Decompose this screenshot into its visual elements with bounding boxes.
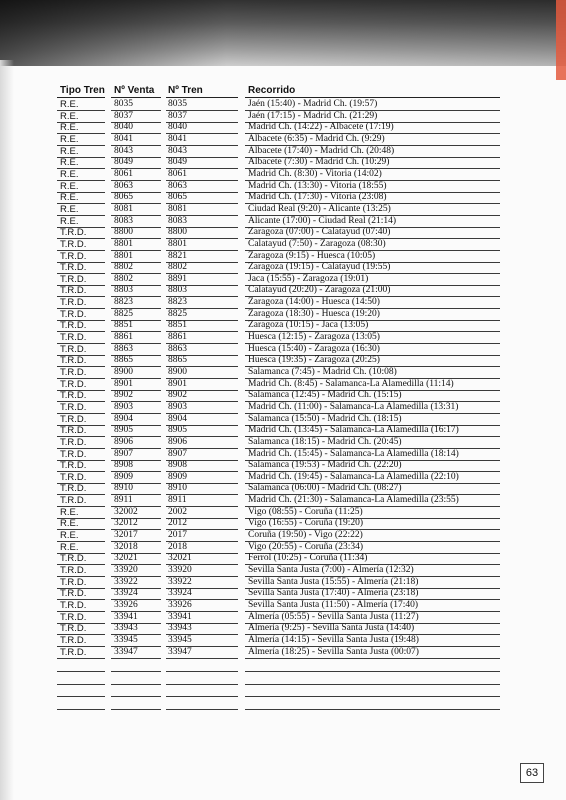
- table-row: [0, 472, 566, 484]
- recorrido-cell: Salamanca (7:45) - Madrid Ch. (10:08): [248, 366, 397, 377]
- table-row: [0, 588, 566, 600]
- recorrido-cell: Madrid Ch. (8:30) - Vitoria (14:02): [248, 168, 382, 179]
- numero-venta-cell: 33947: [114, 646, 138, 657]
- numero-tren-cell: 8823: [168, 297, 187, 308]
- tipo-tren-cell: T.R.D.: [60, 623, 87, 635]
- tipo-tren-cell: T.R.D.: [60, 413, 87, 425]
- numero-tren-cell: 33947: [168, 646, 192, 657]
- table-row: [0, 647, 566, 659]
- table-row: [0, 635, 566, 647]
- recorrido-cell: Madrid Ch. (14:22) - Albacete (17:19): [248, 122, 394, 133]
- tipo-tren-cell: R.E.: [60, 541, 79, 553]
- table-row: [0, 251, 566, 263]
- tipo-tren-cell: R.E.: [60, 215, 79, 227]
- numero-tren-cell: 8825: [168, 308, 187, 319]
- tipo-tren-cell: R.E.: [60, 506, 79, 518]
- numero-venta-cell: 32017: [114, 530, 138, 540]
- row-underline: [166, 658, 238, 659]
- tipo-tren-cell: T.R.D.: [60, 634, 87, 646]
- numero-venta-cell: 33922: [114, 576, 138, 587]
- numero-venta-cell: 8040: [114, 122, 133, 133]
- numero-tren-cell: 8909: [168, 471, 187, 482]
- recorrido-cell: Madrid Ch. (19:45) - Salamanca-La Alamedilla (22:10): [248, 471, 459, 482]
- tipo-tren-cell: T.R.D.: [60, 611, 87, 623]
- recorrido-cell: Jaca (15:55) - Zaragoza (19:01): [248, 273, 369, 284]
- numero-tren-cell: 8911: [168, 495, 187, 506]
- table-row: [0, 577, 566, 589]
- recorrido-cell: Coruña (19:50) - Vigo (22:22): [248, 530, 363, 540]
- numero-tren-cell: 8800: [168, 227, 187, 238]
- numero-tren-cell: 8865: [168, 355, 187, 366]
- recorrido-cell: Vigo (20:55) - Coruña (23:34): [248, 541, 363, 552]
- table-row: [0, 518, 566, 530]
- recorrido-cell: Salamanca (06:00) - Madrid Ch. (08:27): [248, 483, 402, 494]
- table-row: [0, 309, 566, 321]
- numero-tren-cell: 33926: [168, 600, 192, 610]
- table-row: [0, 320, 566, 332]
- tipo-tren-cell: T.R.D.: [60, 285, 87, 297]
- numero-tren-cell: 8861: [168, 332, 187, 342]
- numero-tren-cell: 8851: [168, 320, 187, 331]
- numero-venta-cell: 8906: [114, 436, 133, 447]
- numero-tren-cell: 8802: [168, 262, 187, 273]
- numero-tren-cell: 8065: [168, 192, 187, 203]
- numero-tren-cell: 33943: [168, 623, 192, 634]
- header-numero-venta: Nº Venta: [114, 85, 155, 96]
- tipo-tren-cell: R.E.: [60, 518, 79, 530]
- tipo-tren-cell: R.E.: [60, 203, 79, 215]
- tipo-tren-cell: R.E.: [60, 110, 79, 122]
- tipo-tren-cell: T.R.D.: [60, 565, 87, 576]
- blank-row: [0, 660, 566, 672]
- numero-venta-cell: 8081: [114, 203, 133, 214]
- row-underline: [111, 658, 161, 659]
- recorrido-cell: Calatayud (20:20) - Zaragoza (21:00): [248, 285, 391, 296]
- numero-venta-cell: 8905: [114, 425, 133, 436]
- numero-tren-cell: 8041: [168, 133, 187, 144]
- numero-venta-cell: 8865: [114, 355, 133, 366]
- numero-tren-cell: 2002: [168, 506, 187, 517]
- blank-row: [0, 673, 566, 685]
- tipo-tren-cell: T.R.D.: [60, 390, 87, 402]
- table-row: [0, 111, 566, 123]
- table-row: [0, 134, 566, 146]
- recorrido-cell: Zaragoza (18:30) - Huesca (19:20): [248, 308, 380, 319]
- blank-row: [0, 698, 566, 710]
- table-row: [0, 297, 566, 309]
- table-row: [0, 181, 566, 193]
- tipo-tren-cell: R.E.: [60, 145, 79, 157]
- recorrido-cell: Alicante (17:00) - Ciudad Real (21:14): [248, 215, 397, 226]
- numero-venta-cell: 8825: [114, 308, 133, 319]
- recorrido-cell: Almería (9:25) - Sevilla Santa Justa (14:40): [248, 623, 415, 634]
- table-row: [0, 192, 566, 204]
- numero-venta-cell: 8037: [114, 110, 133, 121]
- table-row: [0, 565, 566, 577]
- numero-tren-cell: 8801: [168, 238, 187, 249]
- table-row: [0, 553, 566, 565]
- recorrido-cell: Huesca (19:35) - Zaragoza (20:25): [248, 355, 380, 366]
- numero-tren-cell: 8043: [168, 145, 187, 156]
- numero-tren-cell: 33920: [168, 565, 192, 575]
- header-underline: [111, 97, 161, 98]
- recorrido-cell: Madrid Ch. (21:30) - Salamanca-La Alamedilla (23:55): [248, 495, 459, 506]
- numero-venta-cell: 8041: [114, 133, 133, 144]
- table-row: [0, 379, 566, 391]
- numero-tren-cell: 32021: [168, 553, 192, 564]
- numero-venta-cell: 33924: [114, 588, 138, 599]
- table-row: [0, 262, 566, 274]
- numero-tren-cell: 8910: [168, 483, 187, 494]
- numero-venta-cell: 33943: [114, 623, 138, 634]
- recorrido-cell: Ferrol (10:25) - Coruña (11:34): [248, 553, 368, 564]
- table-row: [0, 425, 566, 437]
- tipo-tren-cell: T.R.D.: [60, 308, 87, 320]
- tipo-tren-cell: T.R.D.: [60, 378, 87, 390]
- numero-venta-cell: 8802: [114, 262, 133, 273]
- recorrido-cell: Almería (14:15) - Sevilla Santa Justa (19:48): [248, 634, 419, 645]
- table-row: [0, 344, 566, 356]
- recorrido-cell: Salamanca (18:15) - Madrid Ch. (20:45): [248, 436, 402, 447]
- tipo-tren-cell: T.R.D.: [60, 495, 87, 507]
- numero-venta-cell: 32012: [114, 518, 138, 529]
- tipo-tren-cell: T.R.D.: [60, 576, 87, 588]
- table-row: [0, 495, 566, 507]
- numero-venta-cell: 8063: [114, 180, 133, 191]
- recorrido-cell: Jaén (17:15) - Madrid Ch. (21:29): [248, 110, 378, 121]
- table-row: [0, 216, 566, 228]
- row-underline: [245, 658, 500, 659]
- tipo-tren-cell: R.E.: [60, 157, 79, 169]
- numero-venta-cell: 8802: [114, 273, 133, 284]
- numero-tren-cell: 2012: [168, 518, 187, 529]
- recorrido-cell: Zaragoza (19:15) - Calatayud (19:55): [248, 262, 391, 273]
- header-numero-tren: Nº Tren: [168, 85, 203, 96]
- numero-venta-cell: 8910: [114, 483, 133, 494]
- header-underline: [166, 97, 238, 98]
- tipo-tren-cell: T.R.D.: [60, 366, 87, 378]
- recorrido-cell: Salamanca (19:53) - Madrid Ch. (22:20): [248, 460, 402, 471]
- numero-venta-cell: 8801: [114, 238, 133, 249]
- tipo-tren-cell: T.R.D.: [60, 646, 87, 658]
- tipo-tren-cell: T.R.D.: [60, 600, 87, 611]
- recorrido-cell: Madrid Ch. (13:30) - Vitoria (18:55): [248, 180, 387, 191]
- numero-venta-cell: 8083: [114, 215, 133, 226]
- table-row: [0, 402, 566, 414]
- table-row: [0, 623, 566, 635]
- tipo-tren-cell: T.R.D.: [60, 343, 87, 355]
- numero-tren-cell: 8903: [168, 401, 187, 412]
- numero-venta-cell: 8908: [114, 460, 133, 471]
- table-row: [0, 239, 566, 251]
- numero-tren-cell: 8901: [168, 378, 187, 389]
- tipo-tren-cell: R.E.: [60, 192, 79, 204]
- table-row: [0, 437, 566, 449]
- tipo-tren-cell: R.E.: [60, 122, 79, 134]
- tipo-tren-cell: T.R.D.: [60, 436, 87, 448]
- numero-venta-cell: 33945: [114, 634, 138, 645]
- recorrido-cell: Huesca (12:15) - Zaragoza (13:05): [248, 332, 380, 342]
- recorrido-cell: Almería (05:55) - Sevilla Santa Justa (11:27): [248, 611, 419, 622]
- numero-tren-cell: 33924: [168, 588, 192, 599]
- recorrido-cell: Madrid Ch. (11:00) - Salamanca-La Alamedilla (13:31): [248, 401, 459, 412]
- numero-venta-cell: 8801: [114, 250, 133, 261]
- tipo-tren-cell: T.R.D.: [60, 460, 87, 472]
- recorrido-cell: Madrid Ch. (15:45) - Salamanca-La Alamedilla (18:14): [248, 448, 459, 459]
- recorrido-cell: Zaragoza (9:15) - Huesca (10:05): [248, 250, 376, 261]
- table-row: [0, 530, 566, 542]
- recorrido-cell: Salamanca (15:50) - Madrid Ch. (18:15): [248, 413, 402, 424]
- numero-venta-cell: 8803: [114, 285, 133, 296]
- recorrido-cell: Albacete (17:40) - Madrid Ch. (20:48): [248, 145, 395, 156]
- recorrido-cell: Madrid Ch. (17:30) - Vitoria (23:08): [248, 192, 387, 203]
- numero-tren-cell: 8906: [168, 436, 187, 447]
- numero-venta-cell: 33941: [114, 611, 138, 622]
- numero-venta-cell: 8065: [114, 192, 133, 203]
- page-number: 63: [520, 763, 544, 783]
- numero-venta-cell: 32018: [114, 541, 138, 552]
- table-row: [0, 600, 566, 612]
- table-row: [0, 449, 566, 461]
- table-row: [0, 483, 566, 495]
- table-row: [0, 460, 566, 472]
- numero-venta-cell: 8901: [114, 378, 133, 389]
- tipo-tren-cell: T.R.D.: [60, 320, 87, 332]
- numero-venta-cell: 8900: [114, 366, 133, 377]
- numero-venta-cell: 8861: [114, 332, 133, 342]
- numero-venta-cell: 33920: [114, 565, 138, 575]
- numero-venta-cell: 8909: [114, 471, 133, 482]
- recorrido-cell: Ciudad Real (9:20) - Alicante (13:25): [248, 203, 391, 214]
- numero-tren-cell: 8061: [168, 168, 187, 179]
- recorrido-cell: Albacete (6:35) - Madrid Ch. (9:29): [248, 133, 385, 144]
- recorrido-cell: Sevilla Santa Justa (17:40) - Almería (23:18): [248, 588, 419, 599]
- recorrido-cell: Jaén (15:40) - Madrid Ch. (19:57): [248, 99, 378, 109]
- numero-tren-cell: 8063: [168, 180, 187, 191]
- table-row: [0, 169, 566, 181]
- scan-red-edge: [556, 0, 566, 80]
- table-row: [0, 612, 566, 624]
- tipo-tren-cell: T.R.D.: [60, 448, 87, 460]
- tipo-tren-cell: T.R.D.: [60, 553, 87, 565]
- table-row: [0, 157, 566, 169]
- numero-tren-cell: 8049: [168, 157, 187, 168]
- recorrido-cell: Albacete (7:30) - Madrid Ch. (10:29): [248, 157, 390, 168]
- numero-tren-cell: 8083: [168, 215, 187, 226]
- numero-tren-cell: 8081: [168, 203, 187, 214]
- header-underline: [57, 97, 105, 98]
- tipo-tren-cell: T.R.D.: [60, 238, 87, 250]
- numero-venta-cell: 8061: [114, 168, 133, 179]
- numero-venta-cell: 8049: [114, 157, 133, 168]
- numero-tren-cell: 2018: [168, 541, 187, 552]
- table-row: [0, 355, 566, 367]
- numero-venta-cell: 8902: [114, 390, 133, 401]
- recorrido-cell: Vigo (08:55) - Coruña (11:25): [248, 506, 363, 517]
- numero-venta-cell: 8043: [114, 145, 133, 156]
- numero-tren-cell: 8863: [168, 343, 187, 354]
- numero-venta-cell: 8800: [114, 227, 133, 238]
- numero-tren-cell: 8900: [168, 366, 187, 377]
- row-underline: [111, 709, 161, 710]
- recorrido-cell: Madrid Ch. (8:45) - Salamanca-La Alamedilla (11:14): [248, 378, 454, 389]
- table-row: [0, 367, 566, 379]
- numero-venta-cell: 33926: [114, 600, 138, 610]
- numero-venta-cell: 32002: [114, 506, 138, 517]
- tipo-tren-cell: R.E.: [60, 133, 79, 145]
- table-row: [0, 146, 566, 158]
- table-row: [0, 332, 566, 344]
- tipo-tren-cell: T.R.D.: [60, 401, 87, 413]
- tipo-tren-cell: T.R.D.: [60, 471, 87, 483]
- numero-tren-cell: 33941: [168, 611, 192, 622]
- recorrido-cell: Huesca (15:40) - Zaragoza (16:30): [248, 343, 380, 354]
- recorrido-cell: Sevilla Santa Justa (7:00) - Almería (12:32): [248, 565, 414, 575]
- tipo-tren-cell: T.R.D.: [60, 425, 87, 437]
- recorrido-cell: Madrid Ch. (13:45) - Salamanca-La Alamedilla (16:17): [248, 425, 459, 436]
- table-row: [0, 99, 566, 111]
- numero-tren-cell: 8908: [168, 460, 187, 471]
- recorrido-cell: Sevilla Santa Justa (15:55) - Almería (21:18): [248, 576, 419, 587]
- tipo-tren-cell: T.R.D.: [60, 588, 87, 600]
- numero-tren-cell: 8821: [168, 250, 187, 261]
- tipo-tren-cell: T.R.D.: [60, 250, 87, 262]
- table-row: [0, 285, 566, 297]
- table-row: [0, 390, 566, 402]
- recorrido-cell: Zaragoza (10:15) - Jaca (13:05): [248, 320, 369, 331]
- numero-venta-cell: 8863: [114, 343, 133, 354]
- numero-tren-cell: 8905: [168, 425, 187, 436]
- recorrido-cell: Zaragoza (07:00) - Calatayud (07:40): [248, 227, 391, 238]
- numero-venta-cell: 32021: [114, 553, 138, 564]
- recorrido-cell: Zaragoza (14:00) - Huesca (14:50): [248, 297, 380, 308]
- numero-tren-cell: 8902: [168, 390, 187, 401]
- numero-venta-cell: 8851: [114, 320, 133, 331]
- header-tipo-tren: Tipo Tren: [60, 85, 105, 96]
- recorrido-cell: Calatayud (7:50) - Zaragoza (08:30): [248, 238, 386, 249]
- tipo-tren-cell: T.R.D.: [60, 273, 87, 285]
- tipo-tren-cell: R.E.: [60, 530, 79, 541]
- row-underline: [166, 709, 238, 710]
- numero-tren-cell: 8035: [168, 99, 187, 109]
- table-row: [0, 204, 566, 216]
- table-row: [0, 414, 566, 426]
- table-row: [0, 274, 566, 286]
- table-row: [0, 507, 566, 519]
- tipo-tren-cell: T.R.D.: [60, 483, 87, 495]
- tipo-tren-cell: R.E.: [60, 99, 79, 110]
- recorrido-cell: Salamanca (12:45) - Madrid Ch. (15:15): [248, 390, 402, 401]
- tipo-tren-cell: T.R.D.: [60, 262, 87, 274]
- numero-tren-cell: 8904: [168, 413, 187, 424]
- numero-venta-cell: 8907: [114, 448, 133, 459]
- numero-venta-cell: 8903: [114, 401, 133, 412]
- tipo-tren-cell: T.R.D.: [60, 332, 87, 343]
- numero-tren-cell: 8891: [168, 273, 187, 284]
- row-underline: [245, 709, 500, 710]
- row-underline: [57, 709, 105, 710]
- tipo-tren-cell: T.R.D.: [60, 355, 87, 367]
- blank-row: [0, 685, 566, 697]
- numero-venta-cell: 8904: [114, 413, 133, 424]
- recorrido-cell: Sevilla Santa Justa (11:50) - Almería (17:40): [248, 600, 419, 610]
- numero-tren-cell: 33922: [168, 576, 192, 587]
- table-row: [0, 122, 566, 134]
- tipo-tren-cell: R.E.: [60, 180, 79, 192]
- tipo-tren-cell: T.R.D.: [60, 227, 87, 239]
- numero-venta-cell: 8035: [114, 99, 133, 109]
- recorrido-cell: Vigo (16:55) - Coruña (19:20): [248, 518, 363, 529]
- tipo-tren-cell: R.E.: [60, 168, 79, 180]
- row-underline: [57, 658, 105, 659]
- numero-venta-cell: 8823: [114, 297, 133, 308]
- tipo-tren-cell: T.R.D.: [60, 297, 87, 309]
- numero-tren-cell: 33945: [168, 634, 192, 645]
- scan-top-shadow: [0, 0, 566, 66]
- numero-tren-cell: 8907: [168, 448, 187, 459]
- numero-venta-cell: 8911: [114, 495, 133, 506]
- numero-tren-cell: 8037: [168, 110, 187, 121]
- recorrido-cell: Almería (18:25) - Sevilla Santa Justa (00:07): [248, 646, 419, 657]
- table-row: [0, 542, 566, 554]
- numero-tren-cell: 8040: [168, 122, 187, 133]
- numero-tren-cell: 8803: [168, 285, 187, 296]
- header-underline: [245, 97, 500, 98]
- numero-tren-cell: 2017: [168, 530, 187, 540]
- table-row: [0, 227, 566, 239]
- header-recorrido: Recorrido: [248, 85, 296, 96]
